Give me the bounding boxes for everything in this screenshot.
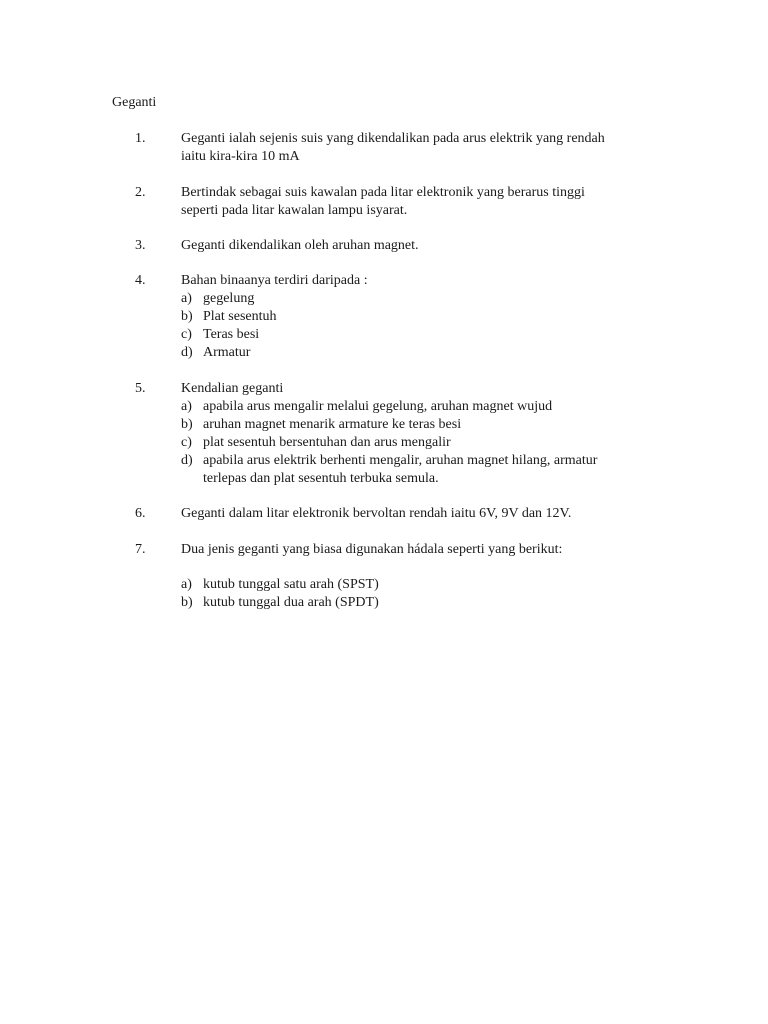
item-line: Dua jenis geganti yang biasa digunakan hádala seperti yang berikut:: [181, 542, 563, 557]
item-line: Geganti ialah sejenis suis yang dikendalikan pada arus elektrik yang rendah: [181, 131, 605, 146]
sub-item-line: apabila arus elektrik berhenti mengalir, aruhan magnet hilang, armatur: [203, 453, 598, 468]
item-line: seperti pada litar kawalan lampu isyarat.: [181, 203, 408, 218]
item-number: 5.: [135, 381, 146, 396]
item-text: [181, 272, 651, 290]
item-line: Geganti dalam litar elektronik bervoltan rendah iaitu 6V, 9V dan 12V.: [181, 506, 572, 521]
item-line: Kendalian geganti: [181, 381, 284, 396]
sub-item-letter: b): [181, 417, 193, 432]
sub-item: [181, 576, 651, 594]
sub-item: [181, 290, 651, 308]
item-line: Bertindak sebagai suis kawalan pada litar elektronik yang berarus tinggi: [181, 185, 585, 200]
sub-item-letter: a): [181, 291, 192, 306]
sub-item-line: Armatur: [203, 345, 251, 360]
sub-item: [181, 434, 651, 452]
sub-item-letter: c): [181, 327, 192, 342]
sub-item-letter: d): [181, 345, 193, 360]
sub-item: [181, 452, 651, 488]
sub-item-letter: a): [181, 577, 192, 592]
item-text: [181, 505, 651, 523]
sub-item-line: Plat sesentuh: [203, 309, 277, 324]
sub-item-line: kutub tunggal satu arah (SPST): [203, 577, 379, 592]
item-text: [181, 237, 651, 255]
item-number: 4.: [135, 273, 146, 288]
sub-item-letter: d): [181, 453, 193, 468]
sub-item-letter: b): [181, 309, 193, 324]
sub-item-line: gegelung: [203, 291, 255, 306]
document-title: Geganti: [112, 95, 157, 110]
item-text: [181, 380, 651, 398]
sub-item: [181, 326, 651, 344]
item-number: 1.: [135, 131, 146, 146]
item-number: 6.: [135, 506, 146, 521]
sub-item-line: Teras besi: [203, 327, 260, 342]
sub-item: [181, 594, 651, 612]
item-line: Geganti dikendalikan oleh aruhan magnet.: [181, 238, 419, 253]
sub-item: [181, 308, 651, 326]
sub-item: [181, 398, 651, 416]
sub-item-line: aruhan magnet menarik armature ke teras besi: [203, 417, 462, 432]
item-line: iaitu kira-kira 10 mA: [181, 149, 300, 164]
item-line: Bahan binaanya terdiri daripada :: [181, 273, 368, 288]
sub-item-line: apabila arus mengalir melalui gegelung, aruhan magnet wujud: [203, 399, 553, 414]
sub-item: [181, 344, 651, 362]
item-number: 3.: [135, 238, 146, 253]
sub-item-letter: c): [181, 435, 192, 450]
sub-item-line: plat sesentuh bersentuhan dan arus mengalir: [203, 435, 451, 450]
sub-item-letter: a): [181, 399, 192, 414]
sub-item-line: terlepas dan plat sesentuh terbuka semula.: [203, 471, 439, 486]
sub-item: [181, 416, 651, 434]
item-number: 2.: [135, 185, 146, 200]
sub-list: [181, 576, 651, 612]
sub-list: [181, 398, 651, 488]
item-text: [181, 184, 651, 220]
item-text: [181, 130, 651, 166]
sub-item-line: kutub tunggal dua arah (SPDT): [203, 595, 379, 610]
sub-list: [181, 290, 651, 362]
sub-item-letter: b): [181, 595, 193, 610]
item-number: 7.: [135, 542, 146, 557]
item-text: [181, 541, 651, 559]
